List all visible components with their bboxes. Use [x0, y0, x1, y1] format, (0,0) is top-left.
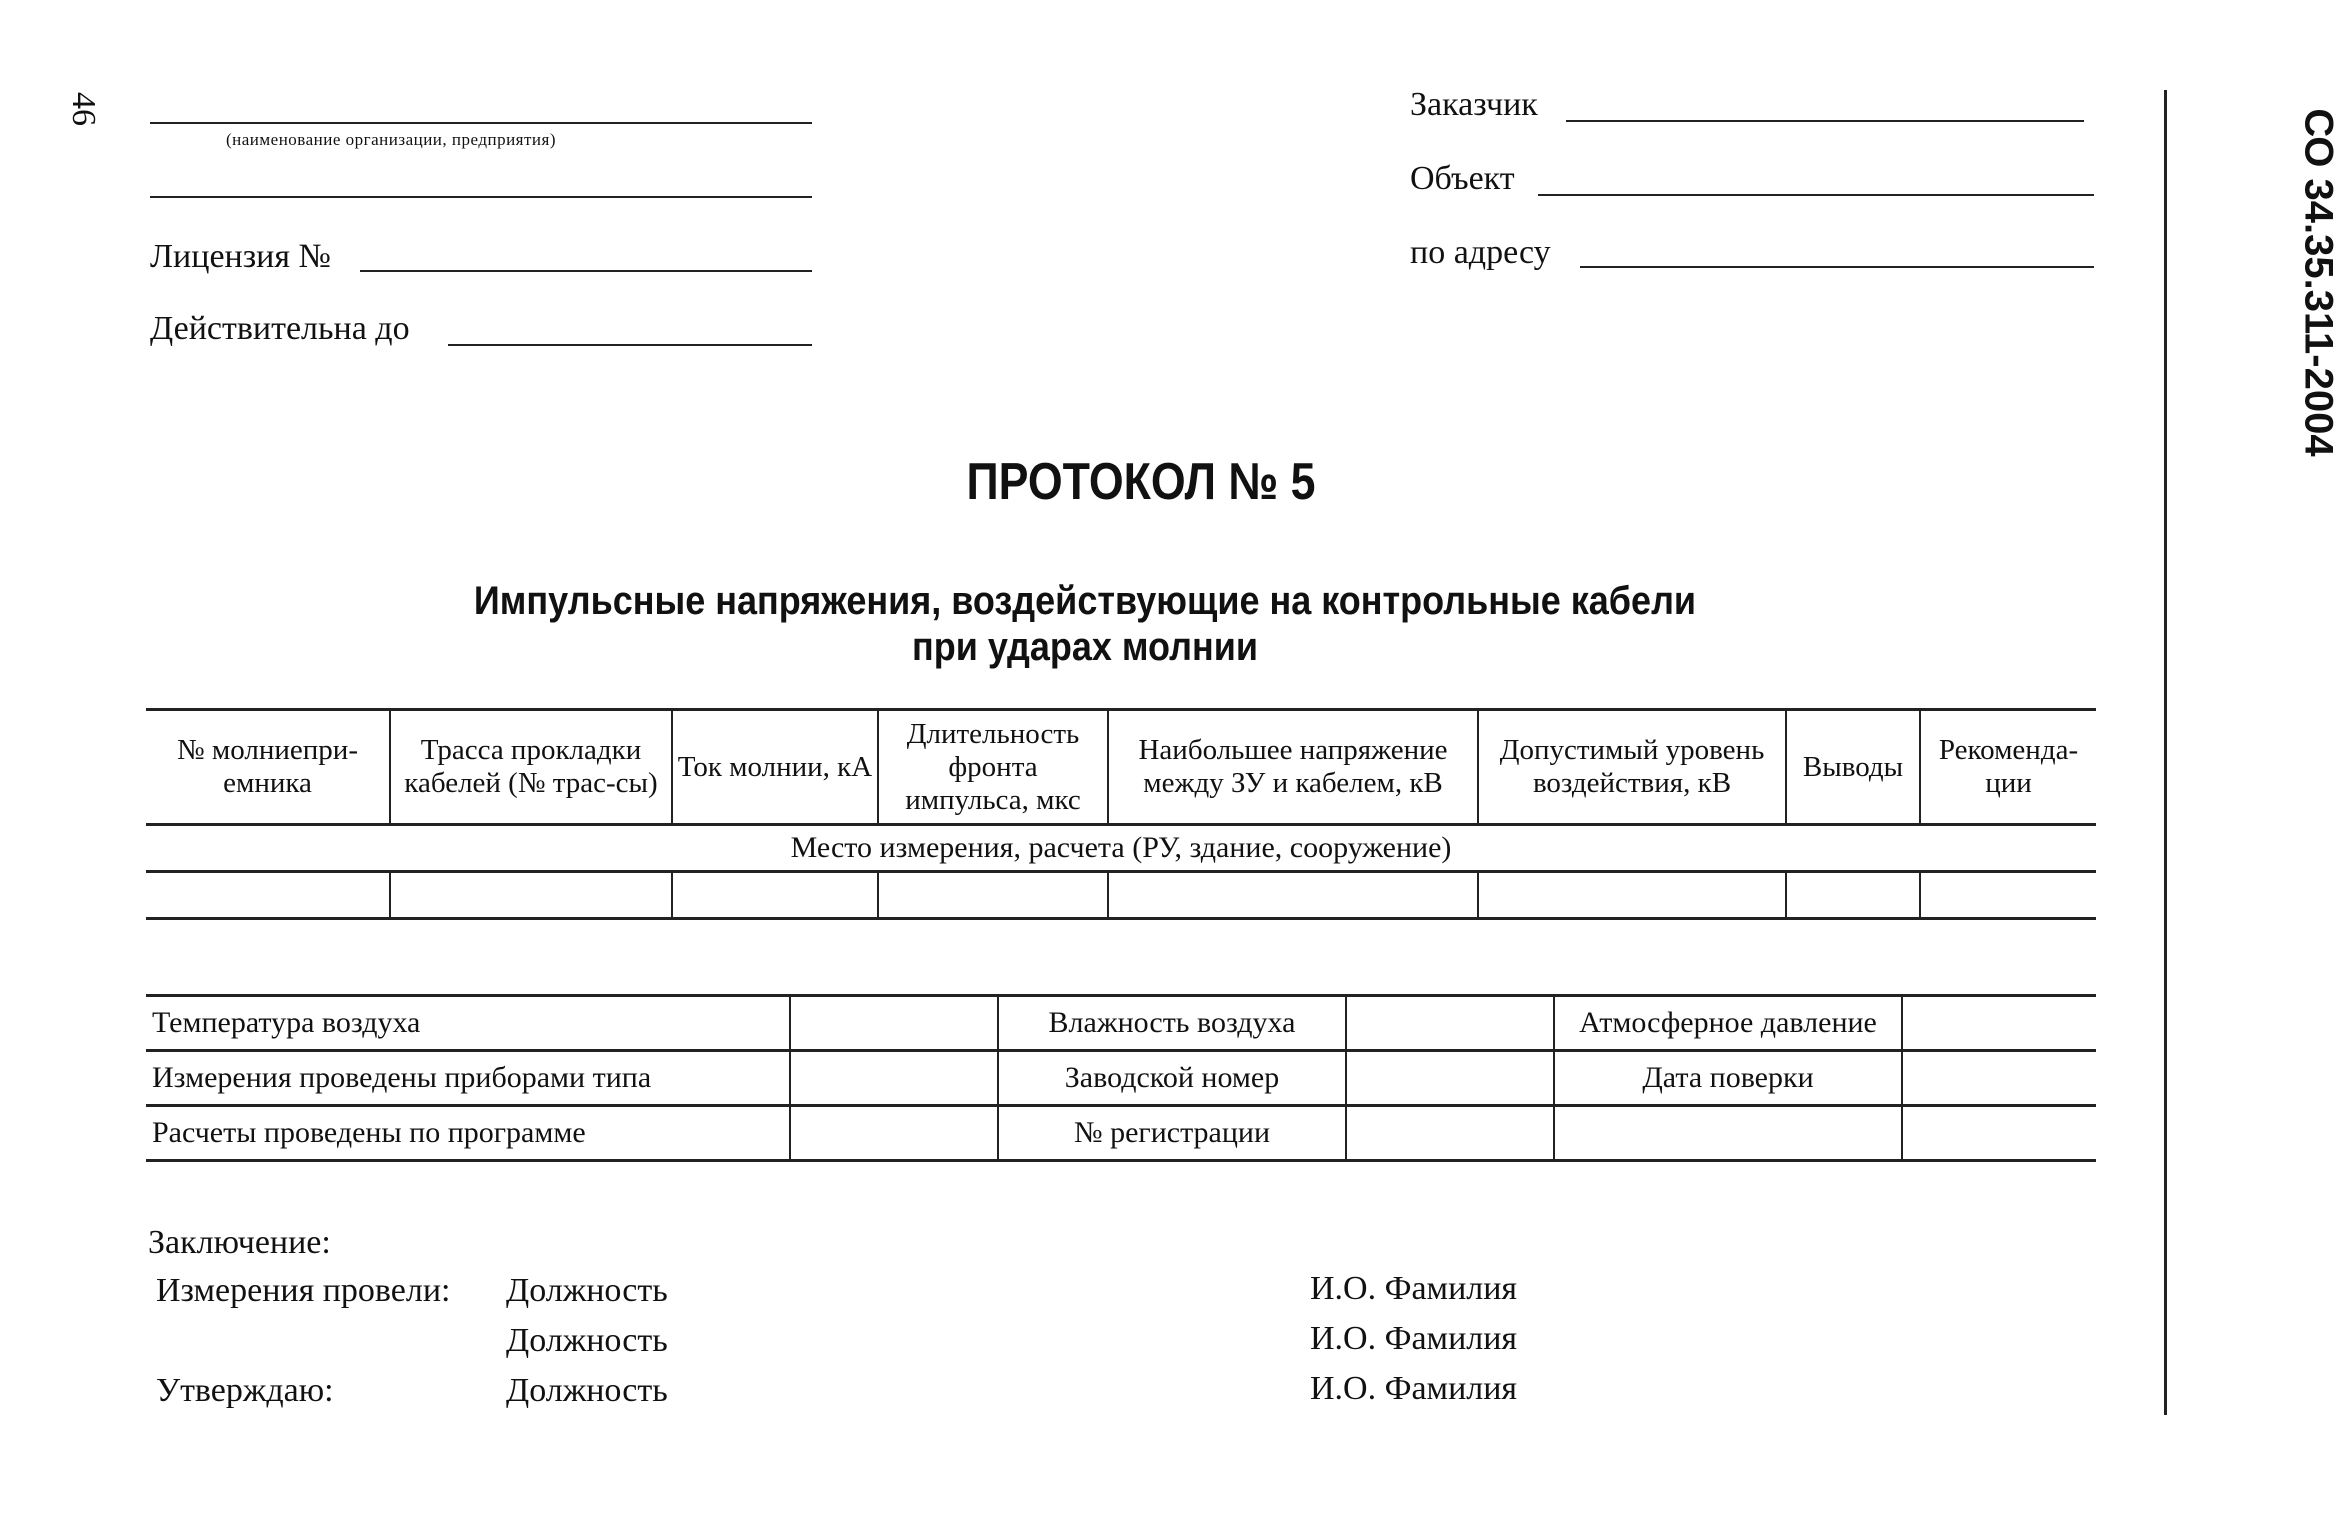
license-field[interactable]	[360, 270, 812, 272]
software-label: Расчеты проведены по программе	[146, 1106, 790, 1161]
table-header-row	[146, 710, 2096, 825]
valid-until-field[interactable]	[448, 344, 812, 346]
serial-number-value[interactable]	[1346, 1051, 1554, 1106]
table-row	[146, 872, 2096, 919]
table-cell[interactable]	[390, 872, 672, 919]
protocol-title: ПРОТОКОЛ № 5	[966, 453, 1316, 511]
atm-pressure-label: Атмосферное давление	[1554, 996, 1902, 1051]
org-name-line-2[interactable]	[150, 196, 812, 198]
org-name-line-1[interactable]	[150, 122, 812, 124]
object-field[interactable]	[1538, 194, 2094, 196]
table-cell[interactable]	[1920, 872, 2096, 919]
conclusion-label: Заключение:	[148, 1224, 331, 1261]
instrument-type-label: Измерения проведены приборами типа	[146, 1051, 790, 1106]
col-header-receiver: № молниепри-емника	[146, 710, 390, 825]
registration-number-value[interactable]	[1346, 1106, 1554, 1161]
serial-number-label: Заводской номер	[998, 1051, 1346, 1106]
subtitle-line-1: Импульсные напряжения, воздействующие на контрольные кабели	[473, 579, 1697, 623]
atm-pressure-value[interactable]	[1902, 996, 2096, 1051]
org-name-caption: (наименование организации, предприятия)	[226, 130, 556, 149]
protocol-subtitle	[379, 578, 1792, 670]
position-2: Должность	[506, 1322, 668, 1359]
place-row-label: Место измерения, расчета (РУ, здание, сооружение)	[146, 825, 2096, 872]
object-label: Объект	[1410, 160, 1515, 197]
page-number: 46	[65, 92, 102, 126]
col-header-front-duration: Длительность фронта импульса, мкс	[878, 710, 1108, 825]
col-header-conclusions: Выводы	[1786, 710, 1920, 825]
calibration-date-value[interactable]	[1902, 1051, 2096, 1106]
valid-until-label: Действительна до	[150, 310, 410, 347]
air-humidity-value[interactable]	[1346, 996, 1554, 1051]
col-header-recommendations: Рекоменда-ции	[1920, 710, 2096, 825]
col-header-current: Ток молнии, кА	[672, 710, 878, 825]
air-temperature-label: Температура воздуха	[146, 996, 790, 1051]
conditions-row	[146, 1106, 2096, 1161]
position-1: Должность	[506, 1272, 668, 1309]
software-value[interactable]	[790, 1106, 998, 1161]
conditions-row	[146, 1051, 2096, 1106]
table-cell[interactable]	[1108, 872, 1478, 919]
address-field[interactable]	[1580, 266, 2094, 268]
measured-by-label: Измерения провели:	[156, 1272, 451, 1309]
table-cell[interactable]	[1478, 872, 1786, 919]
subtitle-line-2: при ударах молнии	[911, 625, 1259, 669]
empty-cell[interactable]	[1554, 1106, 1902, 1161]
place-row	[146, 825, 2096, 872]
approve-label: Утверждаю:	[156, 1372, 334, 1409]
signer-name-3: И.О. Фамилия	[1310, 1370, 1518, 1407]
signer-name-1: И.О. Фамилия	[1310, 1270, 1518, 1307]
col-header-allowed-level: Допустимый уровень воздействия, кВ	[1478, 710, 1786, 825]
registration-number-label: № регистрации	[998, 1106, 1346, 1161]
position-3: Должность	[506, 1372, 668, 1409]
customer-field[interactable]	[1566, 120, 2084, 122]
calibration-date-label: Дата поверки	[1554, 1051, 1902, 1106]
license-label: Лицензия №	[150, 238, 331, 275]
air-humidity-label: Влажность воздуха	[998, 996, 1346, 1051]
empty-cell[interactable]	[1902, 1106, 2096, 1161]
col-header-max-voltage: Наибольшее напряжение между ЗУ и кабелем, кВ	[1108, 710, 1478, 825]
instrument-type-value[interactable]	[790, 1051, 998, 1106]
col-header-cable-route: Трасса прокладки кабелей (№ трас-сы)	[390, 710, 672, 825]
measurement-table	[146, 708, 2096, 920]
signer-name-2: И.О. Фамилия	[1310, 1320, 1518, 1357]
air-temperature-value[interactable]	[790, 996, 998, 1051]
table-cell[interactable]	[1786, 872, 1920, 919]
margin-rule	[2164, 90, 2167, 1415]
conditions-row	[146, 996, 2096, 1051]
conditions-table	[146, 994, 2096, 1162]
customer-label: Заказчик	[1410, 86, 1538, 123]
table-cell[interactable]	[146, 872, 390, 919]
standard-code: СО 34.35.311-2004	[2296, 108, 2341, 457]
table-cell[interactable]	[878, 872, 1108, 919]
table-cell[interactable]	[672, 872, 878, 919]
address-label: по адресу	[1410, 234, 1551, 271]
